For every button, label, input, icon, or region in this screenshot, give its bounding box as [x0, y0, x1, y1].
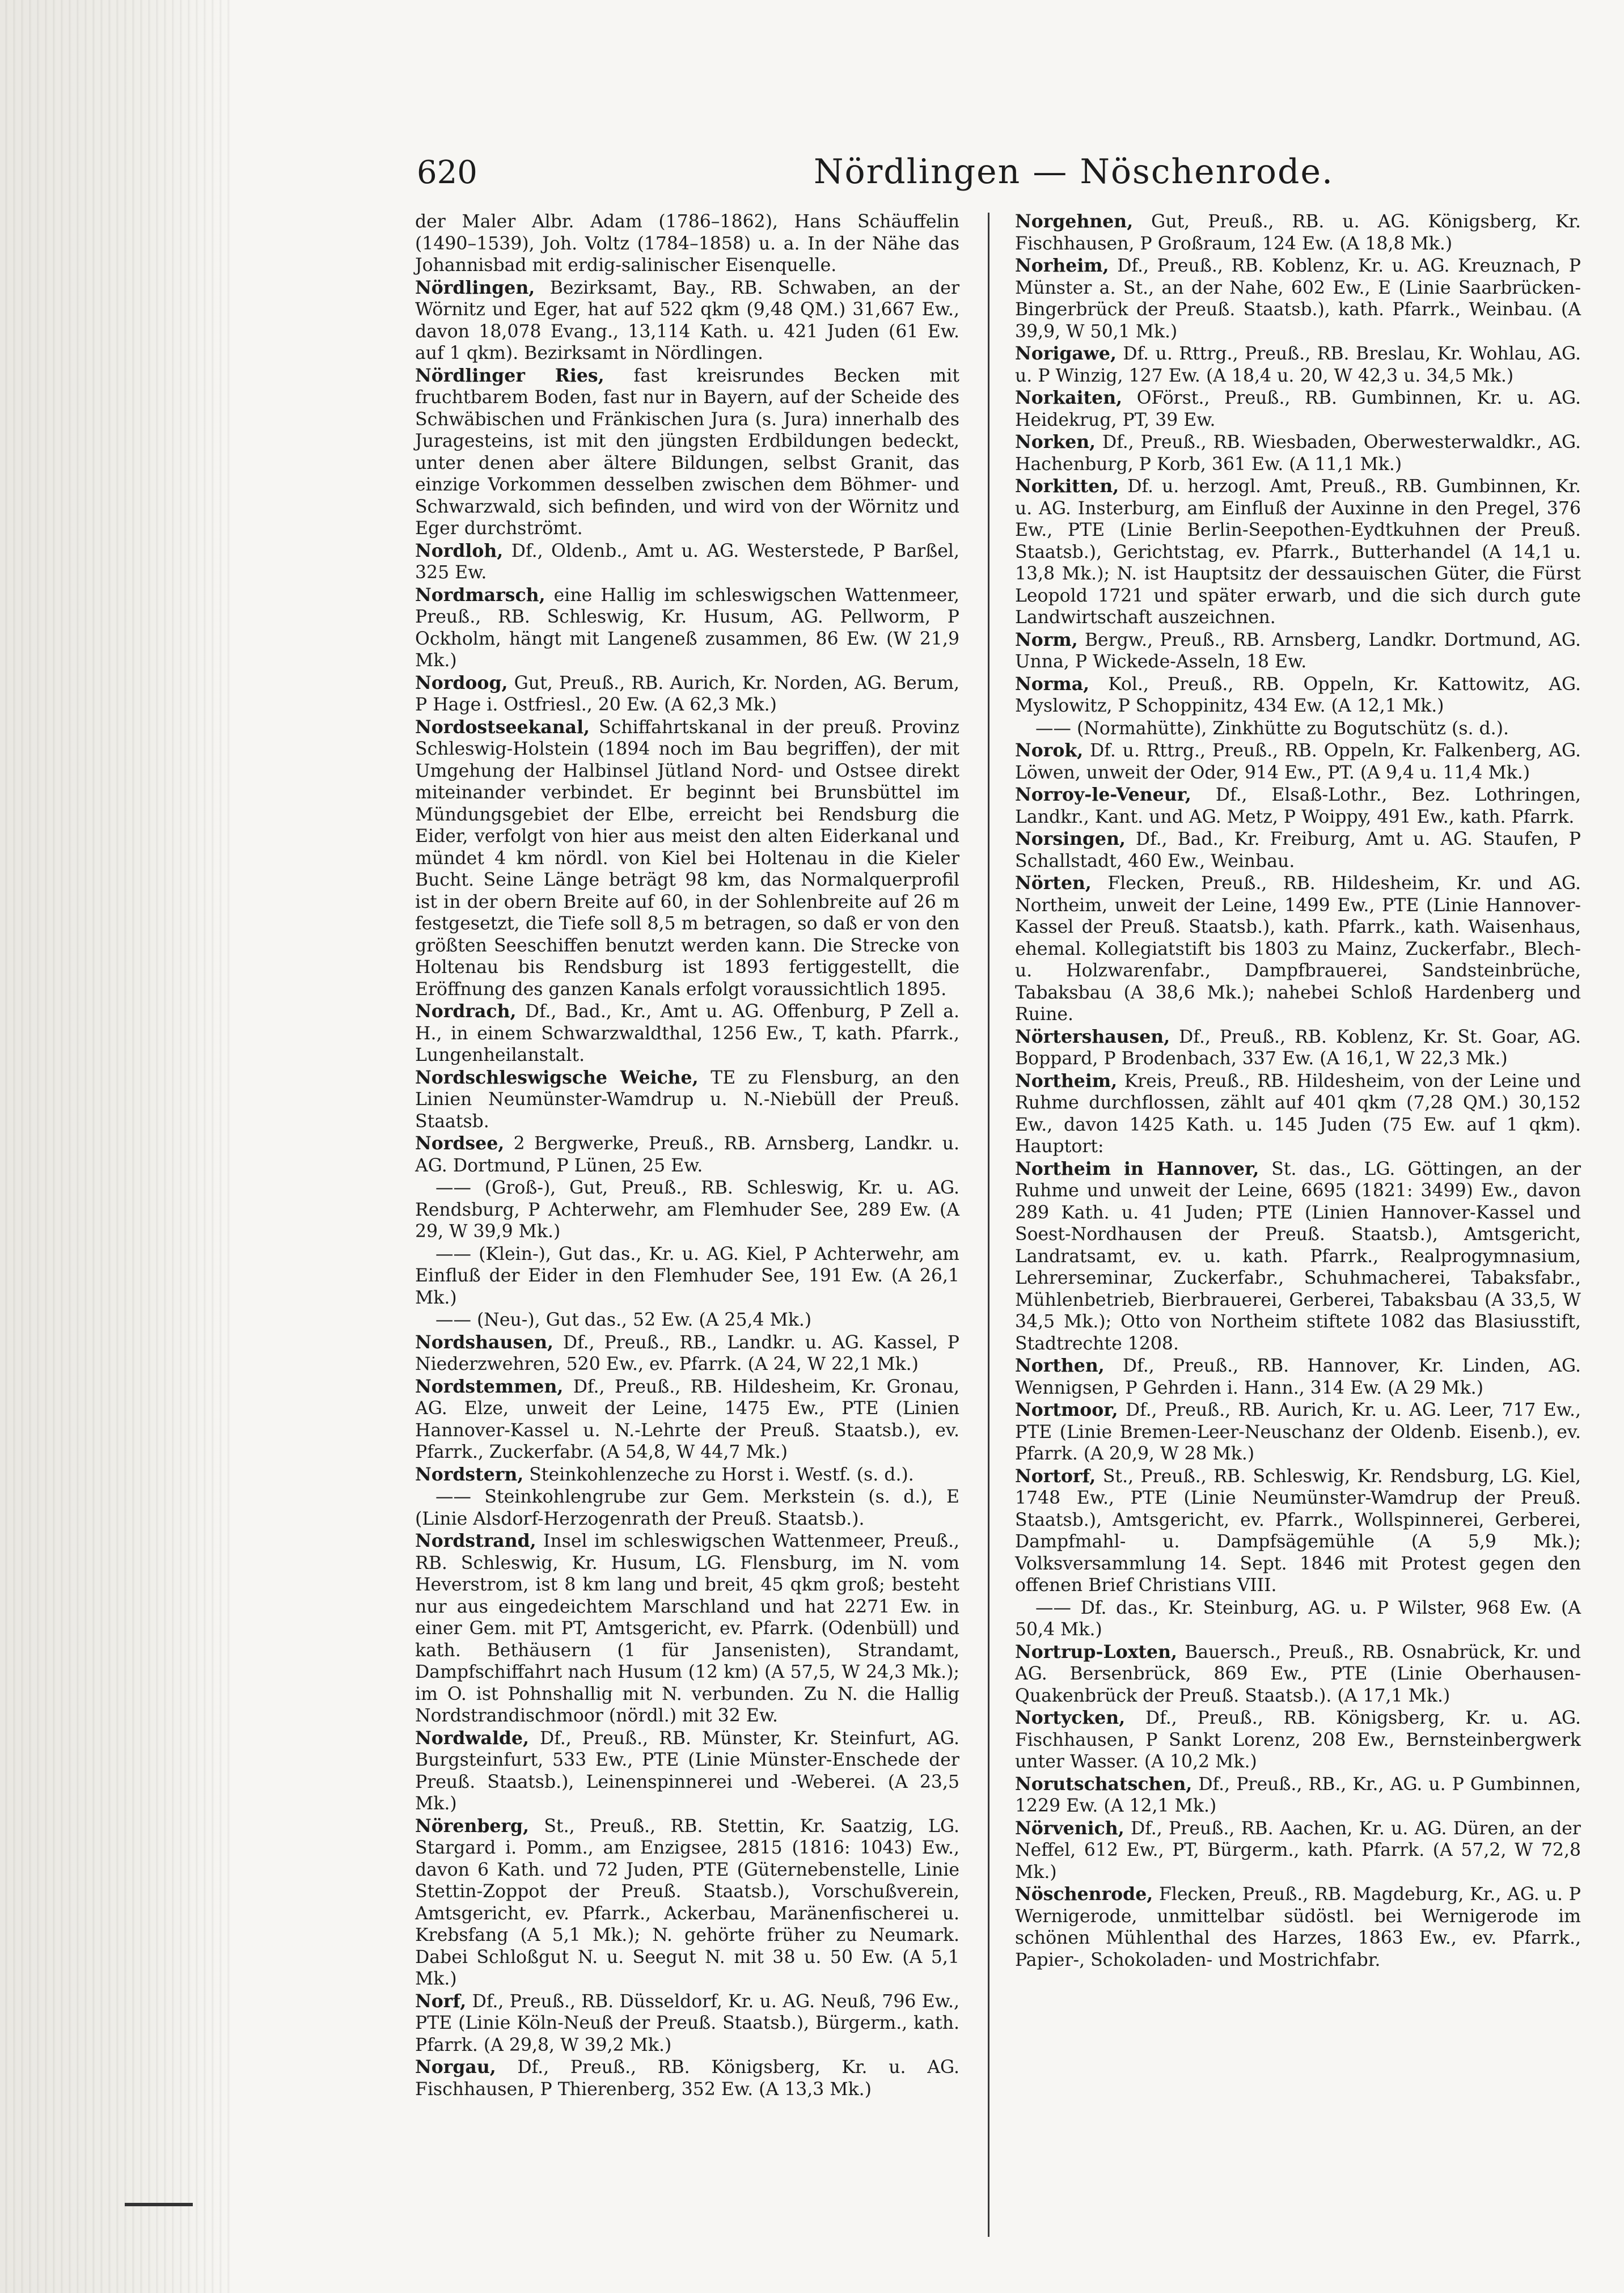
gazetteer-entry [1015, 431, 1581, 475]
gazetteer-entry [415, 1376, 959, 1463]
entry-text: St., Preuß., RB. Schleswig, Kr. Rendsburg, LG. Kiel, 1748 Ew., PTE (Linie Neumünster-Wamdrup der Preuß. Staatsb.), Amtsgericht, ev. Pfarrk., Wollspinnerei, Gerberei, Dampfmahl- u. Dampfsägemühle (A 5,9 Mk.); Volksversammlung 14. Sept. 1846 mit Protest gegen den offenen Brief Christians VIII. [1015, 1466, 1581, 1596]
entry-text: Flecken, Preuß., RB. Hildesheim, Kr. und AG. Northeim, unweit der Leine, 1499 Ew., PTE (Linie Hannover-Kassel der Preuß. Staatsb.), kath. Pfarrk., kath. Waisenhaus, ehemal. Kollegiatstift bis 1803 zu Mainz, Zuckerfabr., Blech- u. Holzwarenfabr., Dampfbrauerei, Sandsteinbrüche, Tabaksbau (A 38,6 Mk.); nahebei Schloß Hardenberg und Ruine. [1015, 873, 1581, 1025]
gazetteer-entry [1015, 873, 1581, 1026]
entry-headword: Nordmarsch, [415, 584, 545, 606]
entry-text: Df., Preuß., RB. Königsberg, Kr. u. AG. Fischhausen, P Sankt Lorenz, 208 Ew., Bernsteinbergwerk unter Wasser. (A 10,2 Mk.) [1015, 1708, 1581, 1772]
entry-headword: Nordschleswigsche Weiche, [415, 1067, 699, 1088]
entry-text: Gut, Preuß., RB. Aurich, Kr. Norden, AG. Berum, P Hage i. Ostfriesl., 20 Ew. (A 62,3 Mk.) [415, 672, 959, 715]
entry-headword: Nordstern, [415, 1463, 524, 1485]
gazetteer-entry [1015, 211, 1581, 255]
entry-text: Df., Elsaß-Lothr., Bez. Lothringen, Landkr., Kant. und AG. Metz, P Woippy, 491 Ew., kath. Pfarrk. [1015, 785, 1581, 827]
entry-text: Steinkohlenzeche zu Horst i. Westf. (s. d.). [523, 1464, 914, 1485]
sub-entry [1015, 718, 1581, 740]
entry-text: —— (Groß-), Gut, Preuß., RB. Schleswig, Kr. u. AG. Rendsburg, P Achterwehr, am Flemhuder See, 289 Ew. (A 29, W 39,9 Mk.) [415, 1178, 959, 1242]
entry-headword: Norroy-le-Veneur, [1015, 784, 1191, 805]
entry-headword: Nöschenrode, [1015, 1884, 1153, 1905]
gazetteer-entry [1015, 1355, 1581, 1399]
entry-headword: Nordostseekanal, [415, 716, 590, 738]
entry-text: —— Steinkohlengrube zur Gem. Merkstein (s. d.), E (Linie Alsdorf-Herzogenrath der Preuß. Staatsb.). [415, 1487, 959, 1529]
right-column [1015, 211, 1581, 1972]
entry-text: Df., Bad., Kr., Amt u. AG. Offenburg, P Zell a. H., in einem Schwarzwaldthal, 1256 Ew., T, kath. Pfarrk., Lungenheilanstalt. [415, 1001, 959, 1065]
sub-entry [415, 1486, 959, 1530]
entry-headword: Norkitten, [1015, 476, 1119, 497]
entry-headword: Nordstrand, [415, 1530, 536, 1551]
entry-text: Df., Oldenb., Amt u. AG. Westerstede, P Barßel, 325 Ew. [415, 540, 959, 583]
gazetteer-entry [415, 1133, 959, 1177]
gazetteer-entry [1015, 784, 1581, 828]
page-number: 620 [417, 154, 477, 191]
entry-headword: Norigawe, [1015, 343, 1116, 364]
entry-headword: Nordoog, [415, 672, 508, 693]
entry-headword: Nordshausen, [415, 1331, 554, 1353]
entry-text: —— Df. das., Kr. Steinburg, AG. u. P Wilster, 968 Ew. (A 50,4 Mk.) [1015, 1597, 1581, 1640]
entry-text: Schiffahrtskanal in der preuß. Provinz Schleswig-Holstein (1894 noch im Bau begriffen), der mit Umgehung der Halbinsel Jütland Nord- und Ostsee direkt miteinander verbindet. Er beginnt bei Brunsbüttel im Mündungsgebiet der Elbe, erreicht bei Rendsburg die Eider, verfolgt von hier aus meist den alten Eiderkanal und mündet 4 km nördl. von Kiel bei Holtenau in die Kieler Bucht. Seine Länge beträgt 98 km, das Normalquerprofil ist in der obern Breite auf 60, in der Sohlenbreite auf 26 m festgesetzt, die Tiefe soll 8,5 m betragen, so daß er von den größten Seeschiffen benutzt werden kann. Die Strecke von Holtenau bis Rendsburg ist 1893 fertiggestellt, die Eröffnung des ganzen Kanals erfolgt voraussichtlich 1895. [415, 717, 959, 1000]
left-column [415, 211, 959, 2101]
entry-headword: Norgehnen, [1015, 211, 1134, 232]
gazetteer-entry [415, 717, 959, 1001]
entry-headword: Norkaiten, [1015, 387, 1123, 408]
entry-headword: Nörten, [1015, 873, 1092, 894]
gazetteer-entry [1015, 1071, 1581, 1158]
entry-headword: Nördlingen, [415, 277, 535, 298]
entry-text: —— (Klein-), Gut das., Kr. u. AG. Kiel, P Achterwehr, am Einfluß der Eider in den Flemhuder See, 191 Ew. (A 26,1 Mk.) [415, 1243, 959, 1308]
entry-text: Kreis, Preuß., RB. Hildesheim, von der Leine und Ruhme durchflossen, zählt auf 401 qkm (7,28 QM.) 30,152 Ew., davon 1425 Kath. u. 145 Juden (75 Ew. auf 1 qkm). Hauptort: [1015, 1071, 1581, 1157]
entry-text: Df., Preuß., RB. Koblenz, Kr. u. AG. Kreuznach, P Münster a. St., an der Nahe, 602 Ew., E (Linie Saarbrücken-Bingerbrück der Preuß. Staatsb.), kath. Pfarrk., Weinbau. (A 39,9, W 50,1 Mk.) [1015, 256, 1581, 342]
entry-text: Gut, Preuß., RB. u. AG. Königsberg, Kr. Fischhausen, P Großraum, 124 Ew. (A 18,8 Mk.) [1015, 211, 1581, 254]
entry-headword: Norutschatschen, [1015, 1773, 1192, 1795]
gazetteer-entry [415, 2057, 959, 2100]
entry-text: Df. u. herzogl. Amt, Preuß., RB. Gumbinnen, Kr. u. AG. Insterburg, am Einfluß der Auxinne in den Pregel, 376 Ew., PTE (Linie Berlin-Seepothen-Eydtkuhnen der Preuß. Staatsb.), Gerichtstag, ev. Pfarrk., Butterhandel (A 14,1 u. 13,8 Mk.); N. ist Hauptsitz der dessauischen Güter, die Fürst Leopold 1721 und später erwarb, und die sich durch gute Landwirtschaft auszeichnen. [1015, 476, 1581, 628]
gazetteer-entry [1015, 1884, 1581, 1971]
entry-text: St., Preuß., RB. Stettin, Kr. Saatzig, LG. Stargard i. Pomm., am Enzigsee, 2815 (1816: 1043) Ew., davon 6 Kath. und 72 Juden, PTE (Güternebenstelle, Linie Stettin-Zoppot der Preuß. Staatsb.), Vorschußverein, Amtsgericht, ev. Pfarrk., Ackerbau, Maränenfischerei u. Krebsfang (A 5,1 Mk.); N. gehörte früher zu Neumark. Dabei Schloßgut N. u. Seegut N. mit 38 u. 50 Ew. (A 5,1 Mk.) [415, 1816, 959, 1989]
gazetteer-entry [1015, 629, 1581, 673]
entry-text: Bezirksamt, Bay., RB. Schwaben, an der Wörnitz und Eger, hat auf 522 qkm (9,48 QM.) 31,667 Ew., davon 18,078 Evang., 13,114 Kath. u. 421 Juden (61 Ew. auf 1 qkm). Bezirksamt in Nördlingen. [415, 277, 959, 363]
gazetteer-entry [1015, 1818, 1581, 1884]
entry-headword: Norf, [415, 1990, 467, 2012]
entry-headword: Nortycken, [1015, 1707, 1126, 1728]
column-divider [988, 213, 989, 2237]
running-title: Nördlingen — Nöschenrode. [814, 152, 1334, 192]
gazetteer-entry [1015, 1158, 1581, 1355]
entry-text: Df., Bad., Kr. Freiburg, Amt u. AG. Staufen, P Schallstadt, 460 Ew., Weinbau. [1015, 829, 1581, 871]
gazetteer-entry [1015, 674, 1581, 717]
entry-headword: Nordrach, [415, 1001, 517, 1022]
gazetteer-entry [1015, 387, 1581, 431]
gazetteer-entry [415, 1816, 959, 1990]
entry-headword: Nortorf, [1015, 1465, 1096, 1487]
entry-text: Bergw., Preuß., RB. Arnsberg, Landkr. Dortmund, AG. Unna, P Wickede-Asseln, 18 Ew. [1015, 629, 1581, 672]
entry-text: Df., Preuß., RB. Münster, Kr. Steinfurt, AG. Burgsteinfurt, 533 Ew., PTE (Linie Münster-Enschede der Preuß. Staatsb.), Leinenspinnerei und -Weberei. (A 23,5 Mk.) [415, 1728, 959, 1814]
entry-headword: Nordsee, [415, 1133, 505, 1154]
entry-text: 2 Bergwerke, Preuß., RB. Arnsberg, Landkr. u. AG. Dortmund, P Lünen, 25 Ew. [415, 1133, 959, 1176]
gazetteer-entry [415, 277, 959, 365]
gazetteer-entry [1015, 740, 1581, 784]
entry-headword: Norheim, [1015, 255, 1109, 276]
entry-text: Df., Preuß., RB. Wiesbaden, Oberwesterwaldkr., AG. Hachenburg, P Korb, 361 Ew. (A 11,1 Mk.) [1015, 432, 1581, 475]
entry-text: St. das., LG. Göttingen, an der Ruhme und unweit der Leine, 6695 (1821: 3499) Ew., davon 289 Kath. u. 41 Juden; PTE (Linien Hannover-Kassel und Soest-Nordhausen der Preuß. Staatsb.), Amtsgericht, Landratsamt, ev. u. kath. Pfarrk., Realprogymnasium, Lehrerseminar, Zuckerfabr., Schuhmacherei, Tabaksfabr., Mühlenbetrieb, Bierbrauerei, Gerberei, Tabaksbau (A 33,5, W 34,5 Mk.); Otto von Northeim stiftete 1082 das Blasiusstift, Stadtrechte 1208. [1015, 1158, 1581, 1354]
entry-headword: Nörtershausen, [1015, 1026, 1170, 1047]
gazetteer-entry [415, 1728, 959, 1815]
entry-text: der Maler Albr. Adam (1786–1862), Hans Schäuffelin (1490–1539), Joh. Voltz (1784–1858) u. a. In der Nähe das Johannisbad mit erdig-salinischer Eisenquelle. [415, 211, 959, 276]
entry-text: Df. u. Rttrg., Preuß., RB. Oppeln, Kr. Falkenberg, AG. Löwen, unweit der Oder, 914 Ew., PT. (A 9,4 u. 11,4 Mk.) [1015, 741, 1581, 783]
entry-headword: Nordwalde, [415, 1727, 529, 1749]
entry-text: Df. u. Rttrg., Preuß., RB. Breslau, Kr. Wohlau, AG. u. P Winzig, 127 Ew. (A 18,4 u. 20, W 42,3 u. 34,5 Mk.) [1015, 344, 1581, 386]
entry-headword: Nördlinger Ries, [415, 365, 604, 386]
gazetteer-entry [415, 1464, 959, 1486]
gazetteer-entry [415, 1067, 959, 1133]
gazetteer-entry [415, 365, 959, 540]
gazetteer-entry [415, 1332, 959, 1376]
entry-text: —— (Neu-), Gut das., 52 Ew. (A 25,4 Mk.) [435, 1310, 812, 1330]
entry-headword: Norken, [1015, 431, 1096, 452]
entry-headword: Nordloh, [415, 540, 504, 561]
gazetteer-entry [1015, 255, 1581, 342]
entry-headword: Nörvenich, [1015, 1817, 1124, 1839]
entry-text: Df., Preuß., RB. Aurich, Kr. u. AG. Leer, 717 Ew., PTE (Linie Bremen-Leer-Neuschanz der Oldenb. Eisenb.), ev. Pfarrk. (A 20,9, W 28 Mk.) [1015, 1400, 1581, 1464]
gazetteer-entry [415, 1991, 959, 2057]
entry-headword: Norok, [1015, 740, 1084, 761]
entry-headword: Nordstemmen, [415, 1376, 564, 1397]
entry-text: Flecken, Preuß., RB. Magdeburg, Kr., AG. u. P Wernigerode, unmittelbar südöstl. bei Wernigerode im schönen Mühlenthal des Harzes, 1863 Ew., ev. Pfarrk., Papier-, Schokoladen- und Mostrichfabr. [1015, 1884, 1581, 1970]
entry-headword: Nortmoor, [1015, 1399, 1118, 1420]
entry-text: Df., Preuß., RB., Kr., AG. u. P Gumbinnen, 1229 Ew. (A 12,1 Mk.) [1015, 1774, 1581, 1816]
gazetteer-entry [1015, 343, 1581, 387]
gazetteer-entry [415, 1001, 959, 1067]
entry-text: Df., Preuß., RB. Königsberg, Kr. u. AG. Fischhausen, P Thierenberg, 352 Ew. (A 13,3 Mk.) [415, 2057, 959, 2100]
sub-entry [415, 1177, 959, 1243]
entry-headword: Northeim in Hannover, [1015, 1158, 1259, 1179]
entry-text: Df., Preuß., RB., Landkr. u. AG. Kassel, P Niederzwehren, 520 Ew., ev. Pfarrk. (A 24, W 22,1 Mk.) [415, 1332, 959, 1374]
entry-text: Df., Preuß., RB. Hannover, Kr. Linden, AG. Wennigsen, P Gehrden i. Hann., 314 Ew. (A 29 Mk.) [1015, 1356, 1581, 1398]
entry-text: —— (Normahütte), Zinkhütte zu Bogutschütz (s. d.). [1035, 718, 1509, 739]
scan-edge-shadow [0, 0, 232, 2293]
entry-headword: Northeim, [1015, 1070, 1118, 1091]
continued-entry-text [415, 211, 959, 277]
gazetteer-entry [1015, 828, 1581, 872]
entry-text: Df., Preuß., RB. Koblenz, Kr. St. Goar, AG. Boppard, P Brodenbach, 337 Ew. (A 16,1, W 22,3 Mk.) [1015, 1026, 1581, 1069]
scan-edge-mark [125, 2203, 193, 2206]
gazetteer-entry [1015, 476, 1581, 629]
gazetteer-entry [415, 672, 959, 716]
entry-text: Df., Preuß., RB. Aachen, Kr. u. AG. Düren, an der Neffel, 612 Ew., PT, Bürgerm., kath. Pfarrk. (A 57,2, W 72,8 Mk.) [1015, 1818, 1581, 1882]
sub-entry [415, 1243, 959, 1309]
gazetteer-entry [1015, 1707, 1581, 1773]
gazetteer-entry [1015, 1399, 1581, 1465]
entry-text: OFörst., Preuß., RB. Gumbinnen, Kr. u. AG. Heidekrug, PT, 39 Ew. [1015, 388, 1581, 430]
gazetteer-entry [1015, 1466, 1581, 1597]
entry-text: Df., Preuß., RB. Düsseldorf, Kr. u. AG. Neuß, 796 Ew., PTE (Linie Köln-Neuß der Preuß. Staatsb.), Bürgerm., kath. Pfarrk. (A 29,8, W 39,2 Mk.) [415, 1991, 959, 2055]
entry-text: fast kreisrundes Becken mit fruchtbarem Boden, fast nur in Bayern, auf der Scheide des Schwäbischen und Fränkischen Jura (s. Jura) innerhalb des Juragesteins, ist mit den jüngsten Erdbildungen bedeckt, unter denen aber ältere Bildungen, selbst Granit, das einzige Vorkommen desselben zwischen dem Böhmer- und Schwarzwald, sich befinden, und wird von der Wörnitz und Eger durchströmt. [415, 365, 959, 539]
gazetteer-entry [1015, 1642, 1581, 1707]
entry-text: eine Hallig im schleswigschen Wattenmeer, Preuß., RB. Schleswig, Kr. Husum, AG. Pellworm, P Ockholm, hängt mit Langeneß zusammen, 86 Ew. (W 21,9 Mk.) [415, 585, 959, 671]
entry-headword: Norma, [1015, 673, 1090, 695]
entry-text: Kol., Preuß., RB. Oppeln, Kr. Kattowitz, AG. Myslowitz, P Schoppinitz, 434 Ew. (A 12,1 Mk.) [1015, 674, 1581, 716]
entry-text: TE zu Flensburg, an den Linien Neumünster-Wamdrup u. N.-Niebüll der Preuß. Staatsb. [415, 1067, 959, 1132]
gazetteer-entry [1015, 1026, 1581, 1070]
entry-headword: Nortrup-Loxten, [1015, 1641, 1177, 1662]
entry-headword: Norsingen, [1015, 828, 1126, 849]
entry-headword: Northen, [1015, 1355, 1105, 1376]
entry-headword: Nörenberg, [415, 1815, 529, 1837]
entry-text: Insel im schleswigschen Wattenmeer, Preuß., RB. Schleswig, Kr. Husum, LG. Flensburg, im N. vom Heverstrom, ist 8 km lang und breit, 45 qkm groß; besteht nur aus eingedeichtem Marschland und hat 2271 Ew. in einer Gem. mit PT, Amtsgericht, ev. Pfarrk. (Odenbüll) und kath. Bethäusern (1 für Jansenisten), Strandamt, Dampfschiffahrt nach Husum (12 km) (A 57,5, W 24,3 Mk.); im O. ist Pohnshallig mit N. verbunden. Zu N. die Hallig Nordstrandischmoor (nördl.) mit 32 Ew. [415, 1531, 959, 1726]
gazetteer-entry [415, 540, 959, 584]
sub-entry [415, 1309, 959, 1331]
sub-entry [1015, 1597, 1581, 1641]
entry-headword: Norgau, [415, 2057, 496, 2078]
entry-headword: Norm, [1015, 629, 1078, 650]
entry-text: Bauersch., Preuß., RB. Osnabrück, Kr. und AG. Bersenbrück, 869 Ew., PTE (Linie Oberhausen-Quakenbrück der Preuß. Staatsb.). (A 17,1 Mk.) [1015, 1642, 1581, 1706]
gazetteer-entry [415, 585, 959, 672]
gazetteer-entry [1015, 1774, 1581, 1817]
gazetteer-entry [415, 1530, 959, 1727]
entry-text: Df., Preuß., RB. Hildesheim, Kr. Gronau, AG. Elze, unweit der Leine, 1475 Ew., PTE (Linien Hannover-Kassel u. N.-Lehrte der Preuß. Staatsb.), ev. Pfarrk., Zuckerfabr. (A 54,8, W 44,7 Mk.) [415, 1376, 959, 1462]
